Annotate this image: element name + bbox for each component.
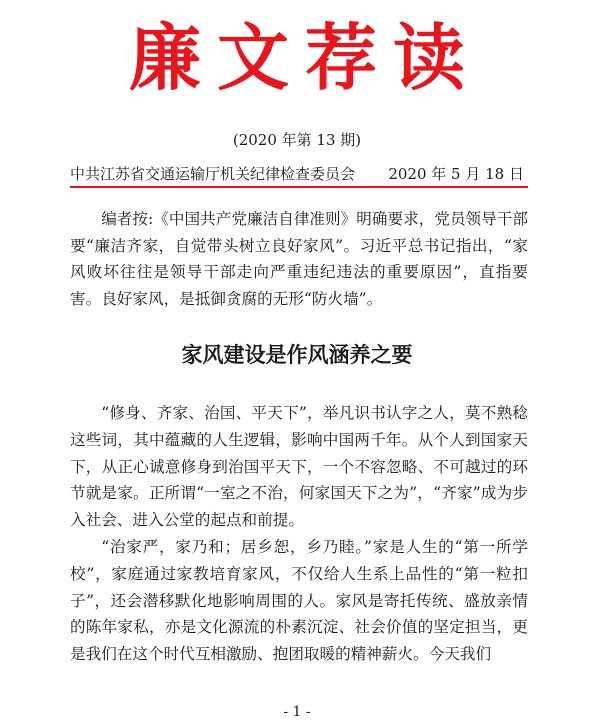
issuer-row [70, 163, 528, 185]
article-paragraph: “治家严，家乃和；居乡恕，乡乃睦。”家是人生的“第一所学校”，家庭通过家教培育家风，不仅给人生系上品性的“第一粒扣子”，还会潜移默化地影响周围的人。家风是寄托传统、盛放亲情的陈年家私，亦是文化源流的朴素沉淀、社会价值的坚定担当，更是我们在这个时代互相激励、抱团取暖的精神薪火。今天我们 [70, 537, 528, 664]
article-title: 家风建设是作风涵养之要 [181, 342, 413, 367]
page-number: - 1 - [283, 704, 311, 720]
issue-date: 2020 年 5 月 18 日 [388, 165, 524, 183]
red-divider-rule [70, 186, 528, 188]
article-paragraph: “修身、齐家、治国、平天下”，举凡识书认字之人，莫不熟稔这些词，其中蕴藏的人生逻辑，影响中国两千年。从个人到国家天下，从正心诚意修身到治国平天下，一个不容忽略、不可越过的环节就是家。正所谓“一室之不治，何家国天下之为”，“齐家”成为步入社会、进入公堂的起点和前提。 [70, 404, 528, 530]
issue-number: (2020 年第 13 期) [232, 131, 362, 149]
editor-note: 编者按:《中国共产党廉洁自律准则》明确要求，党员领导干部要“廉洁齐家，自觉带头树立良好家风”。习近平总书记指出，“家风败坏往往是领导干部走向严重违纪违法的重要原因”，直指要害。良好家风，是抵御贪腐的无形“防火墙”。 [70, 210, 528, 308]
issuer-name: 中共江苏省交通运输厅机关纪律检查委员会 [70, 165, 356, 183]
article-body [70, 400, 528, 682]
masthead-title: 廉文荐读 [128, 15, 481, 100]
